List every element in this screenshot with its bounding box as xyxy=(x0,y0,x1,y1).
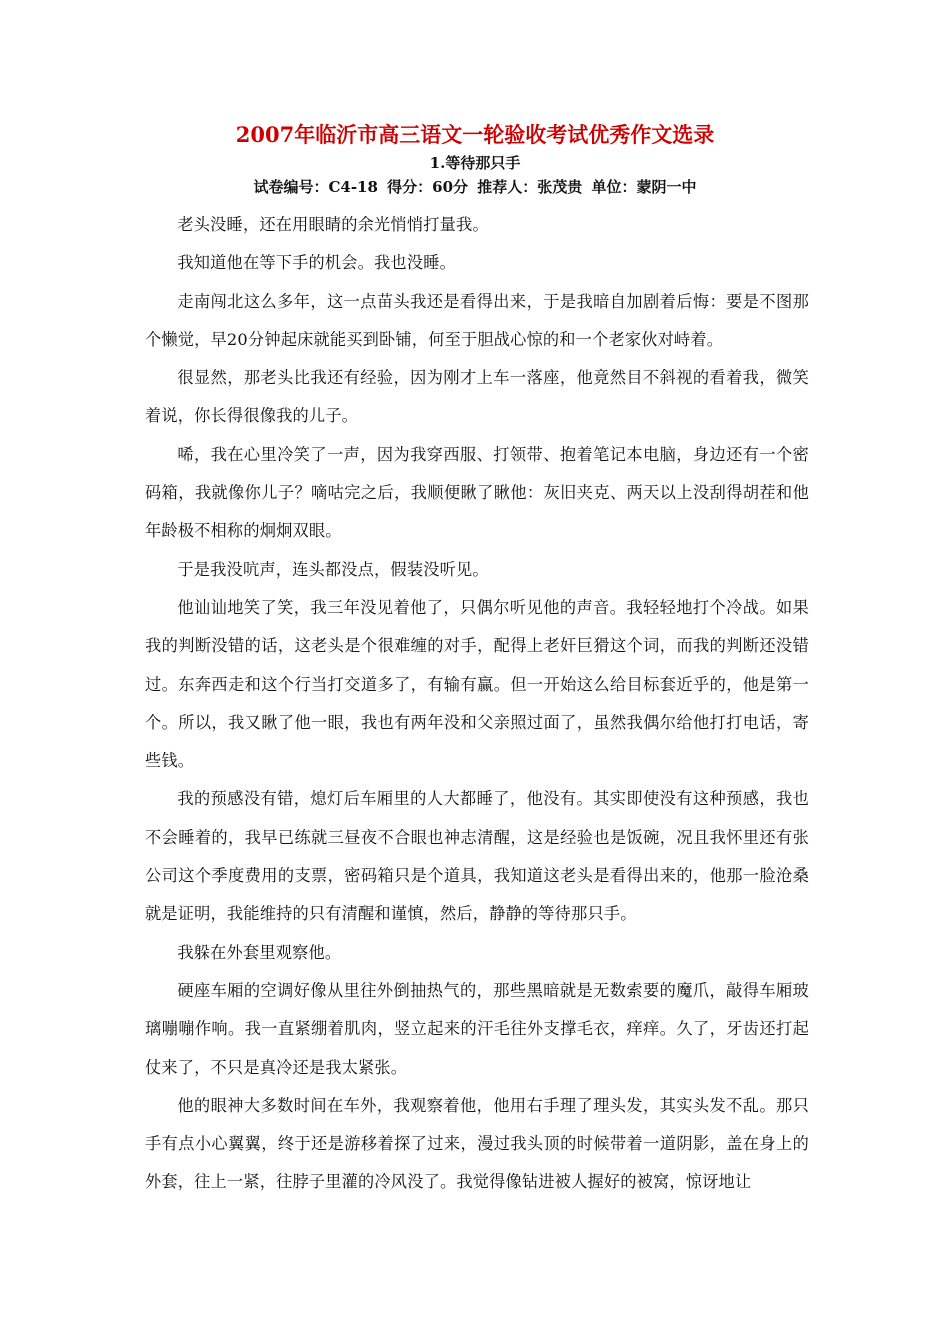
essay-meta xyxy=(0,176,950,198)
score: 得分：60分 xyxy=(387,178,469,196)
paragraph: 我知道他在等下手的机会。我也没睡。 xyxy=(177,253,456,273)
document-title: 2007年临沂市高三语文一轮验收考试优秀作文选录 xyxy=(235,122,715,147)
paragraph: 他的眼神大多数时间在车外，我观察着他，他用右手理了理头发，其实头发不乱。那只手有点小心翼翼，终于还是游移着探了过来，漫过我头顶的时候带着一道阴影，盖在身上的外套，往上一紧，往脖子里灌的冷风没了。我觉得像钻进被人握好的被窝，惊讶地让 xyxy=(145,1095,809,1192)
paragraph: 硬座车厢的空调好像从里往外倒抽热气的，那些黑暗就是无数索要的魔爪，敲得车厢玻璃嘣嘣作响。我一直紧绷着肌肉，竖立起来的汗毛往外支撑毛衣，痒痒。久了，牙齿还打起仗来了，不只是真冷还是我太紧张。 xyxy=(145,980,809,1077)
exam-number: 试卷编号：C4-18 xyxy=(253,178,378,196)
paragraph: 走南闯北这么多年，这一点苗头我还是看得出来，于是我暗自加剧着后悔：要是不图那个懒觉，早20分钟起床就能买到卧铺，何至于胆战心惊的和一个老家伙对峙着。 xyxy=(145,291,809,349)
essay-title: 1.等待那只手 xyxy=(429,154,521,172)
unit: 单位：蒙阴一中 xyxy=(591,178,697,196)
paragraph: 于是我没吭声，连头都没点，假装没听见。 xyxy=(177,559,489,579)
essay-body xyxy=(145,206,809,1202)
paragraph: 老头没睡，还在用眼睛的余光悄悄打量我。 xyxy=(177,215,489,234)
paragraph: 我的预感没有错，熄灯后车厢里的人大都睡了，他没有。其实即使没有这种预感，我也不会睡着的，我早已练就三昼夜不合眼也神志清醒，这是经验也是饭碗，况且我怀里还有张公司这个季度费用的支票，密码箱只是个道具，我知道这老头是看得出来的，他那一脸沧桑就是证明，我能维持的只有清醒和谨慎，然后，静静的等待那只手。 xyxy=(145,789,809,924)
recommender: 推荐人：张茂贵 xyxy=(477,178,583,196)
paragraph: 我躲在外套里观察他。 xyxy=(177,942,342,962)
paragraph: 很显然，那老头比我还有经验，因为刚才上车一落座，他竟然目不斜视的看着我，微笑着说，你长得很像我的儿子。 xyxy=(145,368,809,426)
paragraph: 唏，我在心里冷笑了一声，因为我穿西服、打领带、抱着笔记本电脑，身边还有一个密码箱，我就像你儿子？嘀咕完之后，我顺便瞅了瞅他：灰旧夹克、两天以上没刮得胡茬和他年龄极不相称的炯炯双眼。 xyxy=(145,444,809,541)
paragraph: 他讪讪地笑了笑，我三年没见着他了，只偶尔听见他的声音。我轻轻地打个冷战。如果我的判断没错的话，这老头是个很难缠的对手，配得上老奸巨猾这个词，而我的判断还没错过。东奔西走和这个行当打交道多了，有输有赢。但一开始这么给目标套近乎的，他是第一个。所以，我又瞅了他一眼，我也有两年没和父亲照过面了，虽然我偶尔给他打打电话，寄些钱。 xyxy=(145,597,809,771)
